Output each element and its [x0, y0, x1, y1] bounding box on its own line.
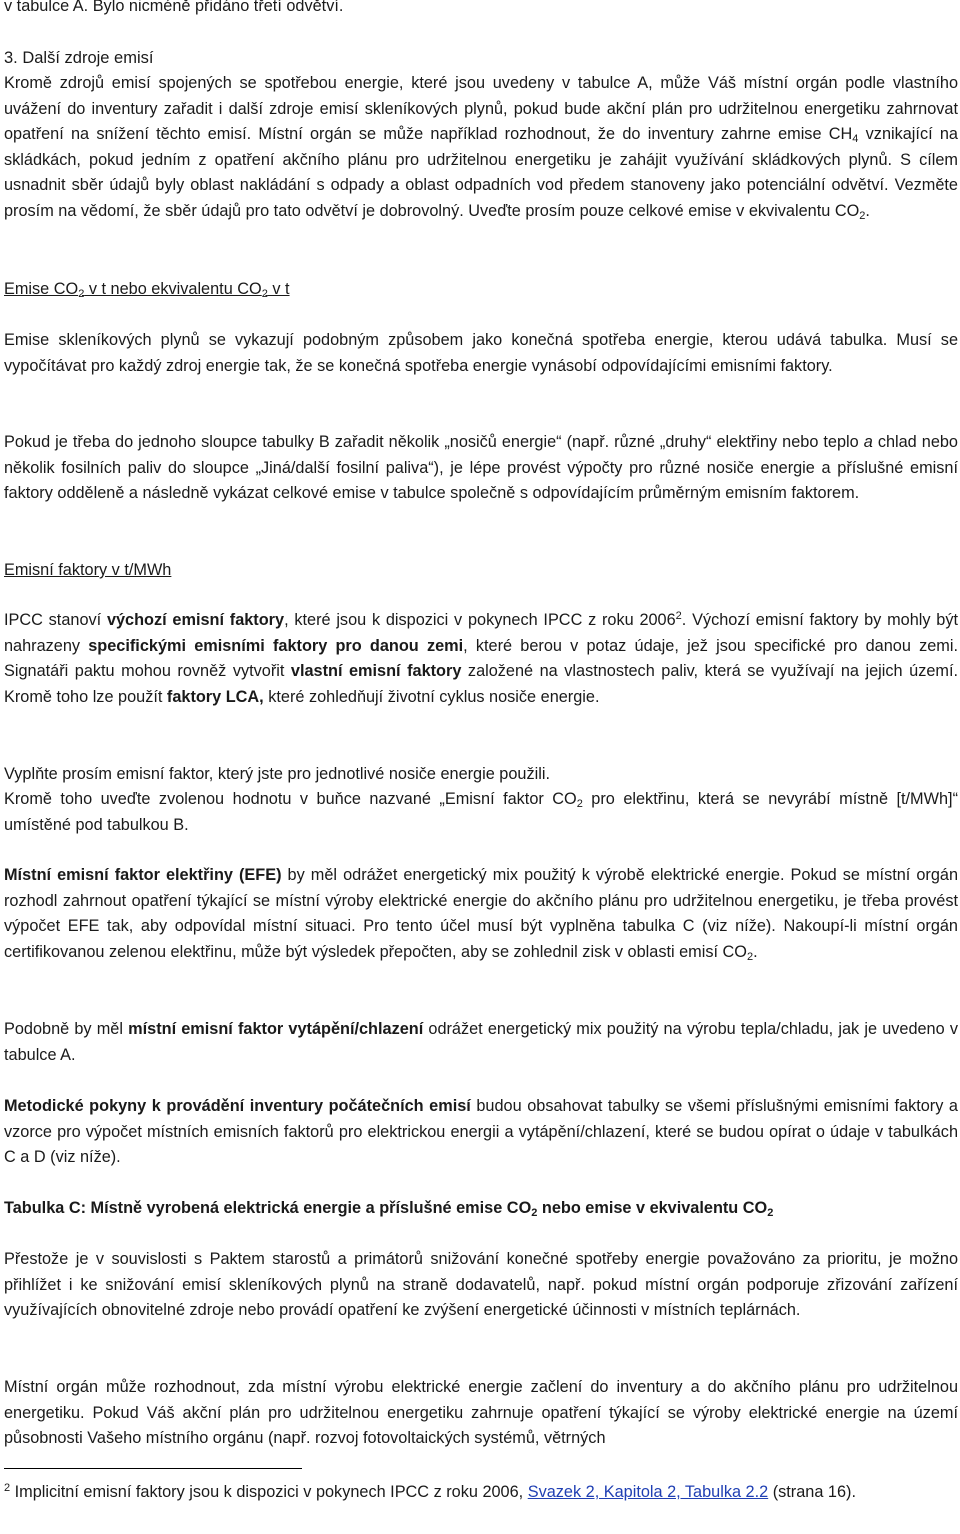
footnote-divider	[4, 1468, 302, 1469]
tabc-paragraph-1: Přestože je v souvislosti s Paktem starostů a primátorů snižování konečné spotřeby energie považováno za prioritu, je možno přihlížet i ke snižování emisí skleníkových plynů na straně dodavatelů, např. pokud místní orgán podporuje zřizování zařízení využívajících obnovitelné zdroje nebo provádí opatření ke zvýšení energetické účinnosti v místních teplárnách.	[4, 1250, 958, 1319]
heading-emise-co2: Emise $CO_2$ v t nebo ekvivalentu $CO_2$ v t	[4, 280, 290, 300]
tabc-paragraph-2: Místní orgán může rozhodnout, zda místní výrobu elektrické energie začlení do inventury a do akčního plánu pro udržitelnou energetiku. Pokud Váš akční plán pro udržitelnou energetiku zahrnuje opatření týkající se výroby elektrické energie na území působnosti Vašeho místního orgánu (např. rozvoj fotovoltaických systémů, větrných	[4, 1378, 958, 1447]
section-3-paragraph: Kromě zdrojů emisí spojených se spotřebou energie, které jsou uvedeny v tabulce A, může Váš místní orgán podle vlastního uvážení do inventury zařadit i další zdroje emisí skleníkových plynů, pokud bude akční plán pro udržitelnou energetiku zahrnovat opatření na snížení těchto emisí. Místní orgán se může například rozhodnout, že do inventury zahrne emise $CH_4$ vznikající na skládkách, pokud jedním z opatření akčního plánu pro udržitelnou energetiku je zahájit využívání skládkových plynů. S cílem usnadnit sběr údajů byly oblast nakládání s odpady a oblast odpadních vod předem stanoveny jako potenciální odvětví. Vezměte prosím na vědomí, že sběr údajů pro tato odvětví je dobrovolný. Uveďte prosím pouze celkové emise v ekvivalentu $CO_2$.	[4, 74, 958, 222]
ef-paragraph-1: IPCC stanoví výchozí emisní faktory, které jsou k dispozici v pokynech IPCC z roku 2006$^2$. Výchozí emisní faktory by mohly být nahrazeny specifickými emisními faktory pro danou zemi, které berou v potaz údaje, jež jsou specifické pro danou zemi. Signatáři paktu mohou rovněž vytvořit vlastní emisní faktory založené na vlastnostech paliv, která se využívají na jejich území. Kromě toho lze použít faktory LCA, které zohledňují životní cyklus nosiče energie.	[4, 610, 958, 706]
ef-paragraph-5: Podobně by měl místní emisní faktor vytápění/chlazení odrážet energetický mix použitý na výrobu tepla/chladu, jak je uvedeno v tabulce A.	[4, 1020, 958, 1064]
ef-paragraph-3: Kromě toho uveďte zvolenou hodnotu v buňce nazvané „Emisní faktor $CO_2$ pro elektřinu, která se nevyrábí místně [t/MWh]“ umístěné pod tabulkou B.	[4, 790, 958, 834]
section-3-title: 3. Další zdroje emisí	[4, 49, 154, 67]
ef-paragraph-6: Metodické pokyny k provádění inventury počátečních emisí budou obsahovat tabulky se všemi příslušnými emisními faktory a vzorce pro výpočet místních emisních faktorů pro elektrickou energii a vytápění/chlazení, které se budou opírat o údaje v tabulkách C a D (viz níže).	[4, 1097, 958, 1166]
emise-paragraph-1: Emise skleníkových plynů se vykazují podobným způsobem jako konečná spotřeba energie, kterou udává tabulka. Musí se vypočítávat pro každý zdroj energie tak, že se konečná spotřeba energie vynásobí odpovídajícími emisními faktory.	[4, 331, 958, 375]
ef-paragraph-4: Místní emisní faktor elektřiny (EFE) by měl odrážet energetický mix použitý k výrobě elektrické energie. Pokud se místní orgán rozhodl zahrnout opatření týkající se místní výroby elektrické energie do akčního plánu pro udržitelnou energetiku, je třeba provést výpočet EFE tak, aby odpovídal místní situaci. Pro tento účel musí být vyplněna tabulka C (viz níže). Nakoupí-li místní orgán certifikovanou zelenou elektřinu, může být výsledek přepočten, aby se zohlednil zisk v oblasti emisí $CO_2$.	[4, 866, 959, 963]
heading-emisni-faktory: Emisní faktory v t/MWh	[4, 561, 172, 579]
heading-tabulka-c: Tabulka C: Místně vyrobená elektrická energie a příslušné emise $CO_2$ nebo emise v ekvivalentu $CO_2$	[4, 1199, 774, 1219]
emise-paragraph-2: Pokud je třeba do jednoho sloupce tabulky B zařadit několik „nosičů energie“ (např. různé „druhy“ elektřiny nebo teplo a chlad nebo několik fosilních paliv do sloupce „Jiná/další fosilní paliva“), je lépe provést výpočty pro různé nosiče energie a příslušné emisní faktory odděleně a následně vykázat celkové emise v tabulce společně s odpovídajícím průměrným emisním faktorem.	[4, 433, 958, 502]
ipcc-guidelines-link[interactable]: Svazek 2, Kapitola 2, Tabulka 2.2	[527, 1483, 769, 1501]
footnote: $^2$ Implicitní emisní faktory jsou k dispozici v pokynech IPCC z roku 2006, Svazek 2, Kapitola 2, Tabulka 2.2 (strana 16).	[4, 1482, 856, 1501]
top-line: v tabulce A. Bylo nicméně přidáno třetí odvětví.	[4, 0, 344, 15]
ef-paragraph-2: Vyplňte prosím emisní faktor, který jste pro jednotlivé nosiče energie použili.	[4, 765, 550, 783]
